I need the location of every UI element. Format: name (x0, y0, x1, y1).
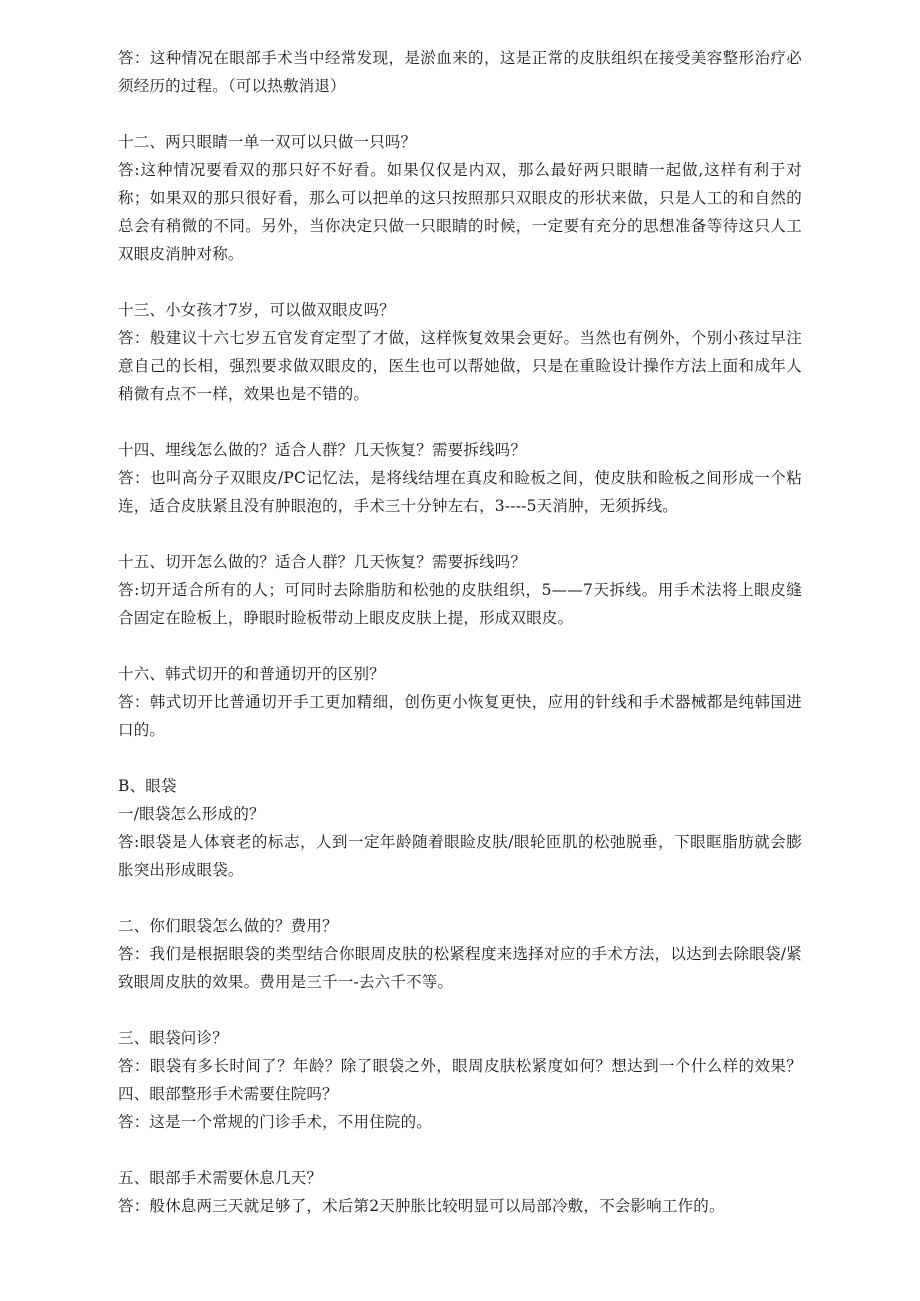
paragraph-spacer (118, 884, 802, 912)
answer-paragraph: 答：般建议十六七岁五官发育定型了才做，这样恢复效果会更好。当然也有例外，个别小孩过早注意自己的长相，强烈要求做双眼皮的，医生也可以帮她做，只是在重睑设计操作方法上面和成年人稍微有点不一样，效果也是不错的。 (118, 329, 802, 403)
answer-paragraph: 答：这种情况在眼部手术当中经常发现，是淤血来的，这是正常的皮肤组织在接受美容整形治疗必须经历的过程。（可以热敷消退） (118, 49, 802, 95)
answer-paragraph: 答：韩式切开比普通切开手工更加精细，创伤更小恢复更快，应用的针线和手术器械都是纯韩国进口的。 (118, 693, 802, 739)
section-heading: B、眼袋 (118, 777, 177, 795)
question-heading: 十四、埋线怎么做的？适合人群？几天恢复？需要拆线吗？ (118, 441, 527, 459)
question-heading: 三、眼袋问诊？ (118, 1029, 228, 1047)
question-heading: 十二、两只眼睛一单一双可以只做一只吗？ (118, 133, 417, 151)
paragraph-spacer (118, 632, 802, 660)
answer-paragraph: 答：我们是根据眼袋的类型结合你眼周皮肤的松紧程度来选择对应的手术方法，以达到去除眼袋/紧致眼周皮肤的效果。费用是三千一-去六千不等。 (118, 945, 802, 991)
paragraph-spacer (118, 520, 802, 548)
question-heading: 五、眼部手术需要休息几天？ (118, 1169, 323, 1187)
question-heading: 十三、小女孩才7岁，可以做双眼皮吗？ (118, 301, 395, 319)
answer-paragraph: 答:眼袋是人体衰老的标志，人到一定年龄随着眼睑皮肤/眼轮匝肌的松弛脱垂，下眼眶脂肪就会膨胀突出形成眼袋。 (118, 833, 802, 879)
question-heading: 二、你们眼袋怎么做的？费用？ (118, 917, 338, 935)
document-body (118, 44, 802, 1220)
question-heading: 一/眼袋怎么形成的？ (118, 805, 265, 823)
answer-paragraph: 答:这种情况要看双的那只好不好看。如果仅仅是内双，那么最好两只眼睛一起做,这样有利于对称；如果双的那只很好看，那么可以把单的这只按照那只双眼皮的形状来做，只是人工的和自然的总会有稍微的不同。另外，当你决定只做一只眼睛的时候，一定要有充分的思想准备等待这只人工双眼皮消肿对称。 (118, 161, 802, 263)
answer-paragraph: 答：也叫高分子双眼皮/PC记忆法，是将线结埋在真皮和睑板之间，使皮肤和睑板之间形成一个粘连，适合皮肤紧且没有肿眼泡的，手术三十分钟左右，3----5天消肿，无须拆线。 (118, 469, 802, 515)
answer-paragraph: 答：眼袋有多长时间了？年龄？除了眼袋之外，眼周皮肤松紧度如何？想达到一个什么样的效果？四、眼部整形手术需要住院吗？ (118, 1057, 802, 1103)
answer-paragraph: 答：这是一个常规的门诊手术，不用住院的。 (118, 1113, 433, 1131)
paragraph-spacer (118, 268, 802, 296)
paragraph-spacer (118, 996, 802, 1024)
paragraph-spacer (118, 408, 802, 436)
answer-paragraph: 答:切开适合所有的人；可同时去除脂肪和松弛的皮肤组织，5——7天拆线。用手术法将上眼皮缝合固定在睑板上，睁眼时睑板带动上眼皮皮肤上提，形成双眼皮。 (118, 581, 802, 627)
paragraph-spacer (118, 744, 802, 772)
paragraph-spacer (118, 100, 802, 128)
question-heading: 十五、切开怎么做的？适合人群？几天恢复？需要拆线吗？ (118, 553, 527, 571)
answer-paragraph: 答：般休息两三天就足够了，术后第2天肿胀比较明显可以局部冷敷，不会影响工作的。 (118, 1197, 725, 1215)
paragraph-spacer (118, 1136, 802, 1164)
question-heading: 十六、韩式切开的和普通切开的区别？ (118, 665, 385, 683)
